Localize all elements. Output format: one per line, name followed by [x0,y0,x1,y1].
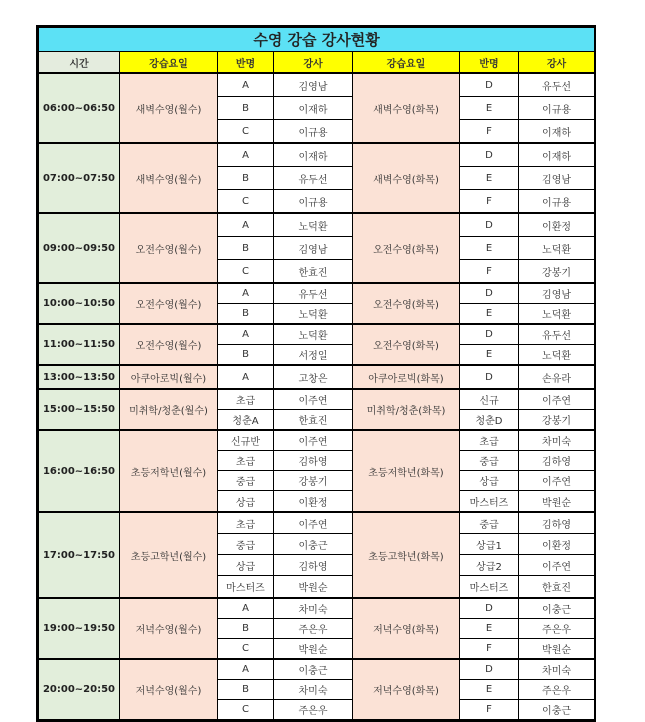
class-days-right: 저녁수영(화목) [353,659,460,720]
teacher-right: 이충근 [519,598,595,619]
teacher-left: 차미숙 [274,680,353,700]
table-row [39,659,595,680]
header-day-right: 강습요일 [353,52,460,74]
header-teacher-right: 강사 [519,52,595,74]
class-days-right: 저녁수영(화목) [353,598,460,659]
class-name-left: 신규반 [218,430,274,451]
class-name-left: 초급 [218,512,274,534]
teacher-left: 이재하 [274,143,353,167]
class-name-right: E [460,619,519,639]
teacher-right: 유두선 [519,324,595,345]
time-slot: 20:00~20:50 [39,659,120,720]
teacher-right: 노덕환 [519,345,595,366]
time-slot: 11:00~11:50 [39,324,120,365]
teacher-right: 김하영 [519,451,595,471]
table-row [39,389,595,410]
class-name-right: 중급 [460,451,519,471]
class-name-left: B [218,680,274,700]
class-name-right: E [460,237,519,260]
class-name-right: 마스터즈 [460,576,519,599]
class-name-right: F [460,120,519,144]
instructor-schedule-sheet [36,25,596,722]
class-name-left: C [218,120,274,144]
class-days-left: 새벽수영(월수) [120,143,218,213]
class-name-right: D [460,598,519,619]
teacher-right: 김영남 [519,167,595,190]
teacher-left: 박원순 [274,639,353,660]
teacher-right: 주은우 [519,680,595,700]
header-day-left: 강습요일 [120,52,218,74]
class-days-left: 오전수영(월수) [120,213,218,283]
teacher-left: 이주연 [274,512,353,534]
teacher-left: 김영남 [274,237,353,260]
class-name-left: B [218,167,274,190]
class-name-right: D [460,365,519,389]
schedule-body [39,73,595,720]
teacher-left: 주은우 [274,700,353,720]
teacher-left: 강봉기 [274,471,353,491]
class-name-right: E [460,345,519,366]
header-time: 시간 [39,52,120,74]
class-days-left: 오전수영(월수) [120,324,218,365]
teacher-right: 이재하 [519,120,595,144]
teacher-right: 손유라 [519,365,595,389]
sheet-title: 수영 강습 강사현황 [39,28,595,52]
class-name-right: 마스터즈 [460,491,519,513]
class-days-left: 초등고학년(월수) [120,512,218,598]
teacher-right: 이환정 [519,213,595,237]
class-name-right: 상급2 [460,555,519,576]
teacher-left: 박원순 [274,576,353,599]
teacher-left: 김하영 [274,555,353,576]
schedule-table [38,27,595,720]
teacher-left: 한효진 [274,260,353,284]
class-days-left: 초등저학년(월수) [120,430,218,512]
teacher-right: 이환정 [519,534,595,555]
table-row [39,365,595,389]
class-days-right: 아쿠아로빅(화목) [353,365,460,389]
teacher-left: 노덕환 [274,324,353,345]
header-teacher-left: 강사 [274,52,353,74]
teacher-right: 노덕환 [519,304,595,325]
teacher-right: 이재하 [519,143,595,167]
teacher-right: 강봉기 [519,260,595,284]
table-row [39,324,595,345]
teacher-right: 김하영 [519,512,595,534]
time-slot: 09:00~09:50 [39,213,120,283]
teacher-left: 유두선 [274,283,353,304]
time-slot: 15:00~15:50 [39,389,120,430]
class-name-right: 신규 [460,389,519,410]
teacher-left: 노덕환 [274,304,353,325]
class-name-right: E [460,167,519,190]
teacher-left: 이규용 [274,190,353,214]
class-name-left: 상급 [218,491,274,513]
class-days-right: 새벽수영(화목) [353,143,460,213]
class-name-right: 상급1 [460,534,519,555]
time-slot: 19:00~19:50 [39,598,120,659]
time-slot: 13:00~13:50 [39,365,120,389]
class-days-left: 저녁수영(월수) [120,598,218,659]
class-name-left: 초급 [218,389,274,410]
class-name-left: B [218,237,274,260]
teacher-right: 주은우 [519,619,595,639]
teacher-left: 유두선 [274,167,353,190]
class-name-right: F [460,700,519,720]
class-days-right: 미취학/청춘(화목) [353,389,460,430]
class-name-left: 중급 [218,471,274,491]
class-days-right: 오전수영(화목) [353,324,460,365]
teacher-right: 박원순 [519,491,595,513]
teacher-right: 이충근 [519,700,595,720]
class-name-left: C [218,639,274,660]
time-slot: 16:00~16:50 [39,430,120,512]
teacher-right: 이주연 [519,471,595,491]
teacher-right: 노덕환 [519,237,595,260]
teacher-left: 노덕환 [274,213,353,237]
class-name-right: F [460,190,519,214]
table-row [39,73,595,97]
class-days-right: 오전수영(화목) [353,283,460,324]
teacher-left: 이충근 [274,534,353,555]
table-row [39,283,595,304]
class-name-left: A [218,659,274,680]
teacher-left: 김영남 [274,73,353,97]
teacher-left: 한효진 [274,410,353,431]
teacher-right: 박원순 [519,639,595,660]
class-name-left: C [218,260,274,284]
class-name-right: D [460,659,519,680]
teacher-left: 이재하 [274,97,353,120]
teacher-right: 한효진 [519,576,595,599]
time-slot: 10:00~10:50 [39,283,120,324]
class-name-left: A [218,213,274,237]
class-days-right: 초등저학년(화목) [353,430,460,512]
time-slot: 06:00~06:50 [39,73,120,143]
class-name-left: 초급 [218,451,274,471]
class-name-left: 중급 [218,534,274,555]
teacher-left: 이규용 [274,120,353,144]
class-name-right: 청춘D [460,410,519,431]
teacher-left: 이충근 [274,659,353,680]
teacher-left: 김하영 [274,451,353,471]
class-name-left: B [218,97,274,120]
table-row [39,143,595,167]
class-days-left: 오전수영(월수) [120,283,218,324]
teacher-right: 차미숙 [519,430,595,451]
teacher-right: 차미숙 [519,659,595,680]
class-name-right: D [460,324,519,345]
class-name-right: F [460,260,519,284]
teacher-left: 이환정 [274,491,353,513]
class-name-left: B [218,304,274,325]
class-days-left: 미취학/청춘(월수) [120,389,218,430]
class-name-left: B [218,619,274,639]
class-name-left: C [218,700,274,720]
teacher-right: 이주연 [519,555,595,576]
class-days-left: 새벽수영(월수) [120,73,218,143]
class-name-left: A [218,324,274,345]
teacher-right: 김영남 [519,283,595,304]
class-name-left: A [218,365,274,389]
class-name-left: 마스터즈 [218,576,274,599]
teacher-right: 강봉기 [519,410,595,431]
class-name-left: 청춘A [218,410,274,431]
class-name-right: E [460,304,519,325]
class-name-left: A [218,143,274,167]
teacher-right: 이규용 [519,97,595,120]
teacher-right: 유두선 [519,73,595,97]
class-name-right: E [460,680,519,700]
teacher-left: 차미숙 [274,598,353,619]
teacher-left: 주은우 [274,619,353,639]
class-name-left: A [218,73,274,97]
table-row [39,213,595,237]
teacher-left: 이주연 [274,389,353,410]
class-name-right: 중급 [460,512,519,534]
class-name-left: A [218,598,274,619]
class-name-right: E [460,97,519,120]
time-slot: 17:00~17:50 [39,512,120,598]
class-days-right: 새벽수영(화목) [353,73,460,143]
class-name-right: D [460,143,519,167]
class-name-right: 초급 [460,430,519,451]
class-name-left: B [218,345,274,366]
header-class-left: 반명 [218,52,274,74]
table-row [39,430,595,451]
class-days-right: 초등고학년(화목) [353,512,460,598]
teacher-left: 고창은 [274,365,353,389]
class-name-left: 상급 [218,555,274,576]
teacher-right: 이규용 [519,190,595,214]
class-days-right: 오전수영(화목) [353,213,460,283]
class-name-right: 상급 [460,471,519,491]
teacher-left: 이주연 [274,430,353,451]
class-name-right: F [460,639,519,660]
class-name-left: C [218,190,274,214]
class-name-right: D [460,213,519,237]
table-row [39,598,595,619]
class-name-right: D [460,73,519,97]
table-row [39,512,595,534]
class-name-right: D [460,283,519,304]
teacher-right: 이주연 [519,389,595,410]
time-slot: 07:00~07:50 [39,143,120,213]
header-class-right: 반명 [460,52,519,74]
teacher-left: 서정일 [274,345,353,366]
class-name-left: A [218,283,274,304]
class-days-left: 저녁수영(월수) [120,659,218,720]
class-days-left: 아쿠아로빅(월수) [120,365,218,389]
